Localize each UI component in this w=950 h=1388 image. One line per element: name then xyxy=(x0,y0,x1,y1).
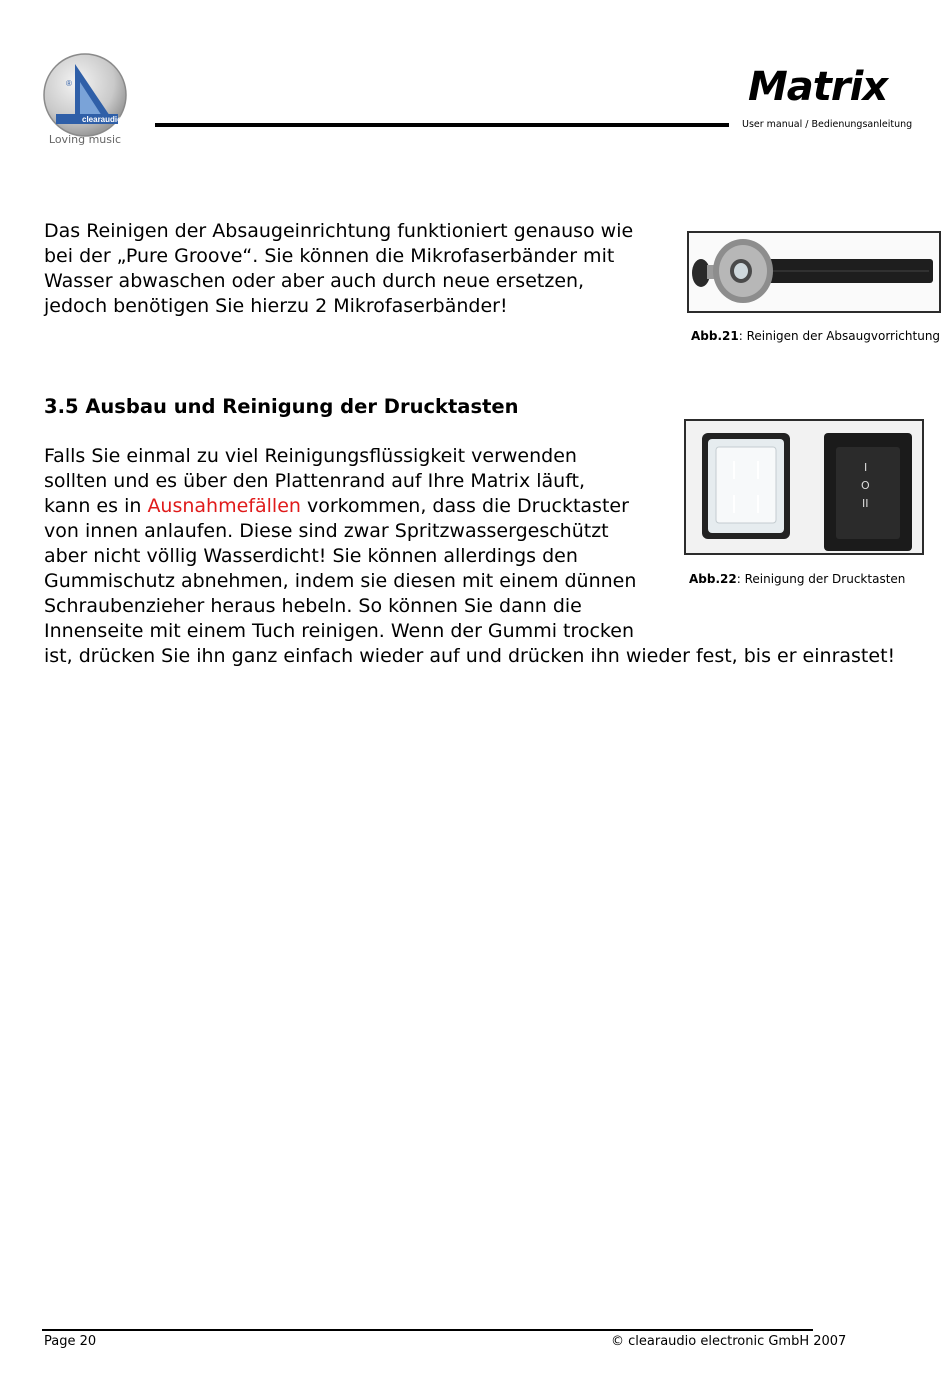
section-line: sollten und es über den Plattenrand auf Ihre Matrix läuft, xyxy=(44,470,586,492)
intro-line: bei der „Pure Groove“. Sie können die Mikrofaserbänder mit xyxy=(44,245,615,267)
section-line: Gummischutz abnehmen, indem sie diesen mit einem dünnen xyxy=(44,570,637,592)
section-line: aber nicht völlig Wasserdicht! Sie können allerdings den xyxy=(44,545,578,567)
document-subtitle: User manual / Bedienungsanleitung xyxy=(742,119,913,130)
section-line: von innen anlaufen. Diese sind zwar Spritzwassergeschützt xyxy=(44,520,609,542)
section-line: ist, drücken Sie ihn ganz einfach wieder auf und drücken ihn wieder fest, bis er einrastet! xyxy=(44,645,896,667)
section-line-text: vorkommen, dass die Drucktaster xyxy=(300,495,629,517)
switch-symbol-on: I xyxy=(864,461,868,474)
footer-rule xyxy=(42,1329,813,1331)
intro-paragraph xyxy=(44,219,633,319)
section-line: Falls Sie einmal zu viel Reinigungsflüssigkeit verwenden xyxy=(44,445,577,467)
logo-registered-mark: ® xyxy=(66,79,72,88)
figure-21-label: Abb.21 xyxy=(691,329,739,343)
switch-symbol-off: O xyxy=(861,479,870,492)
logo-brand-text: clearaudio xyxy=(82,115,123,124)
page-number: Page 20 xyxy=(44,1334,97,1349)
figure-22-caption-text: : Reinigung der Drucktasten xyxy=(736,572,906,586)
figure-22-caption xyxy=(689,572,905,586)
logo-tagline: Loving music xyxy=(48,133,122,146)
figure-21-caption xyxy=(691,329,940,343)
intro-line: jedoch benötigen Sie hierzu 2 Mikrofaserbänder! xyxy=(44,295,508,317)
figure-21-caption-text: : Reinigen der Absaugvorrichtung xyxy=(738,329,941,343)
section-heading: 3.5 Ausbau und Reinigung der Drucktasten xyxy=(44,395,519,418)
figure-22-label: Abb.22 xyxy=(689,572,737,586)
intro-line: Wasser abwaschen oder aber auch durch neue ersetzen, xyxy=(44,270,585,292)
header-rule xyxy=(155,123,729,127)
intro-line: Das Reinigen der Absaugeinrichtung funktioniert genauso wie xyxy=(44,220,634,242)
document-title: Matrix xyxy=(748,64,888,110)
highlighted-word: Ausnahmefällen xyxy=(147,495,301,517)
copyright-notice: © clearaudio electronic GmbH 2007 xyxy=(611,1334,847,1349)
switch-symbol-two: II xyxy=(862,497,869,510)
section-line: Schraubenzieher heraus hebeln. So können Sie dann die xyxy=(44,595,582,617)
figure-21-image xyxy=(687,231,941,313)
section-line: Innenseite mit einem Tuch reinigen. Wenn der Gummi trocken xyxy=(44,620,634,642)
figure-22-image xyxy=(684,419,924,555)
section-line-text: kann es in xyxy=(44,495,148,517)
